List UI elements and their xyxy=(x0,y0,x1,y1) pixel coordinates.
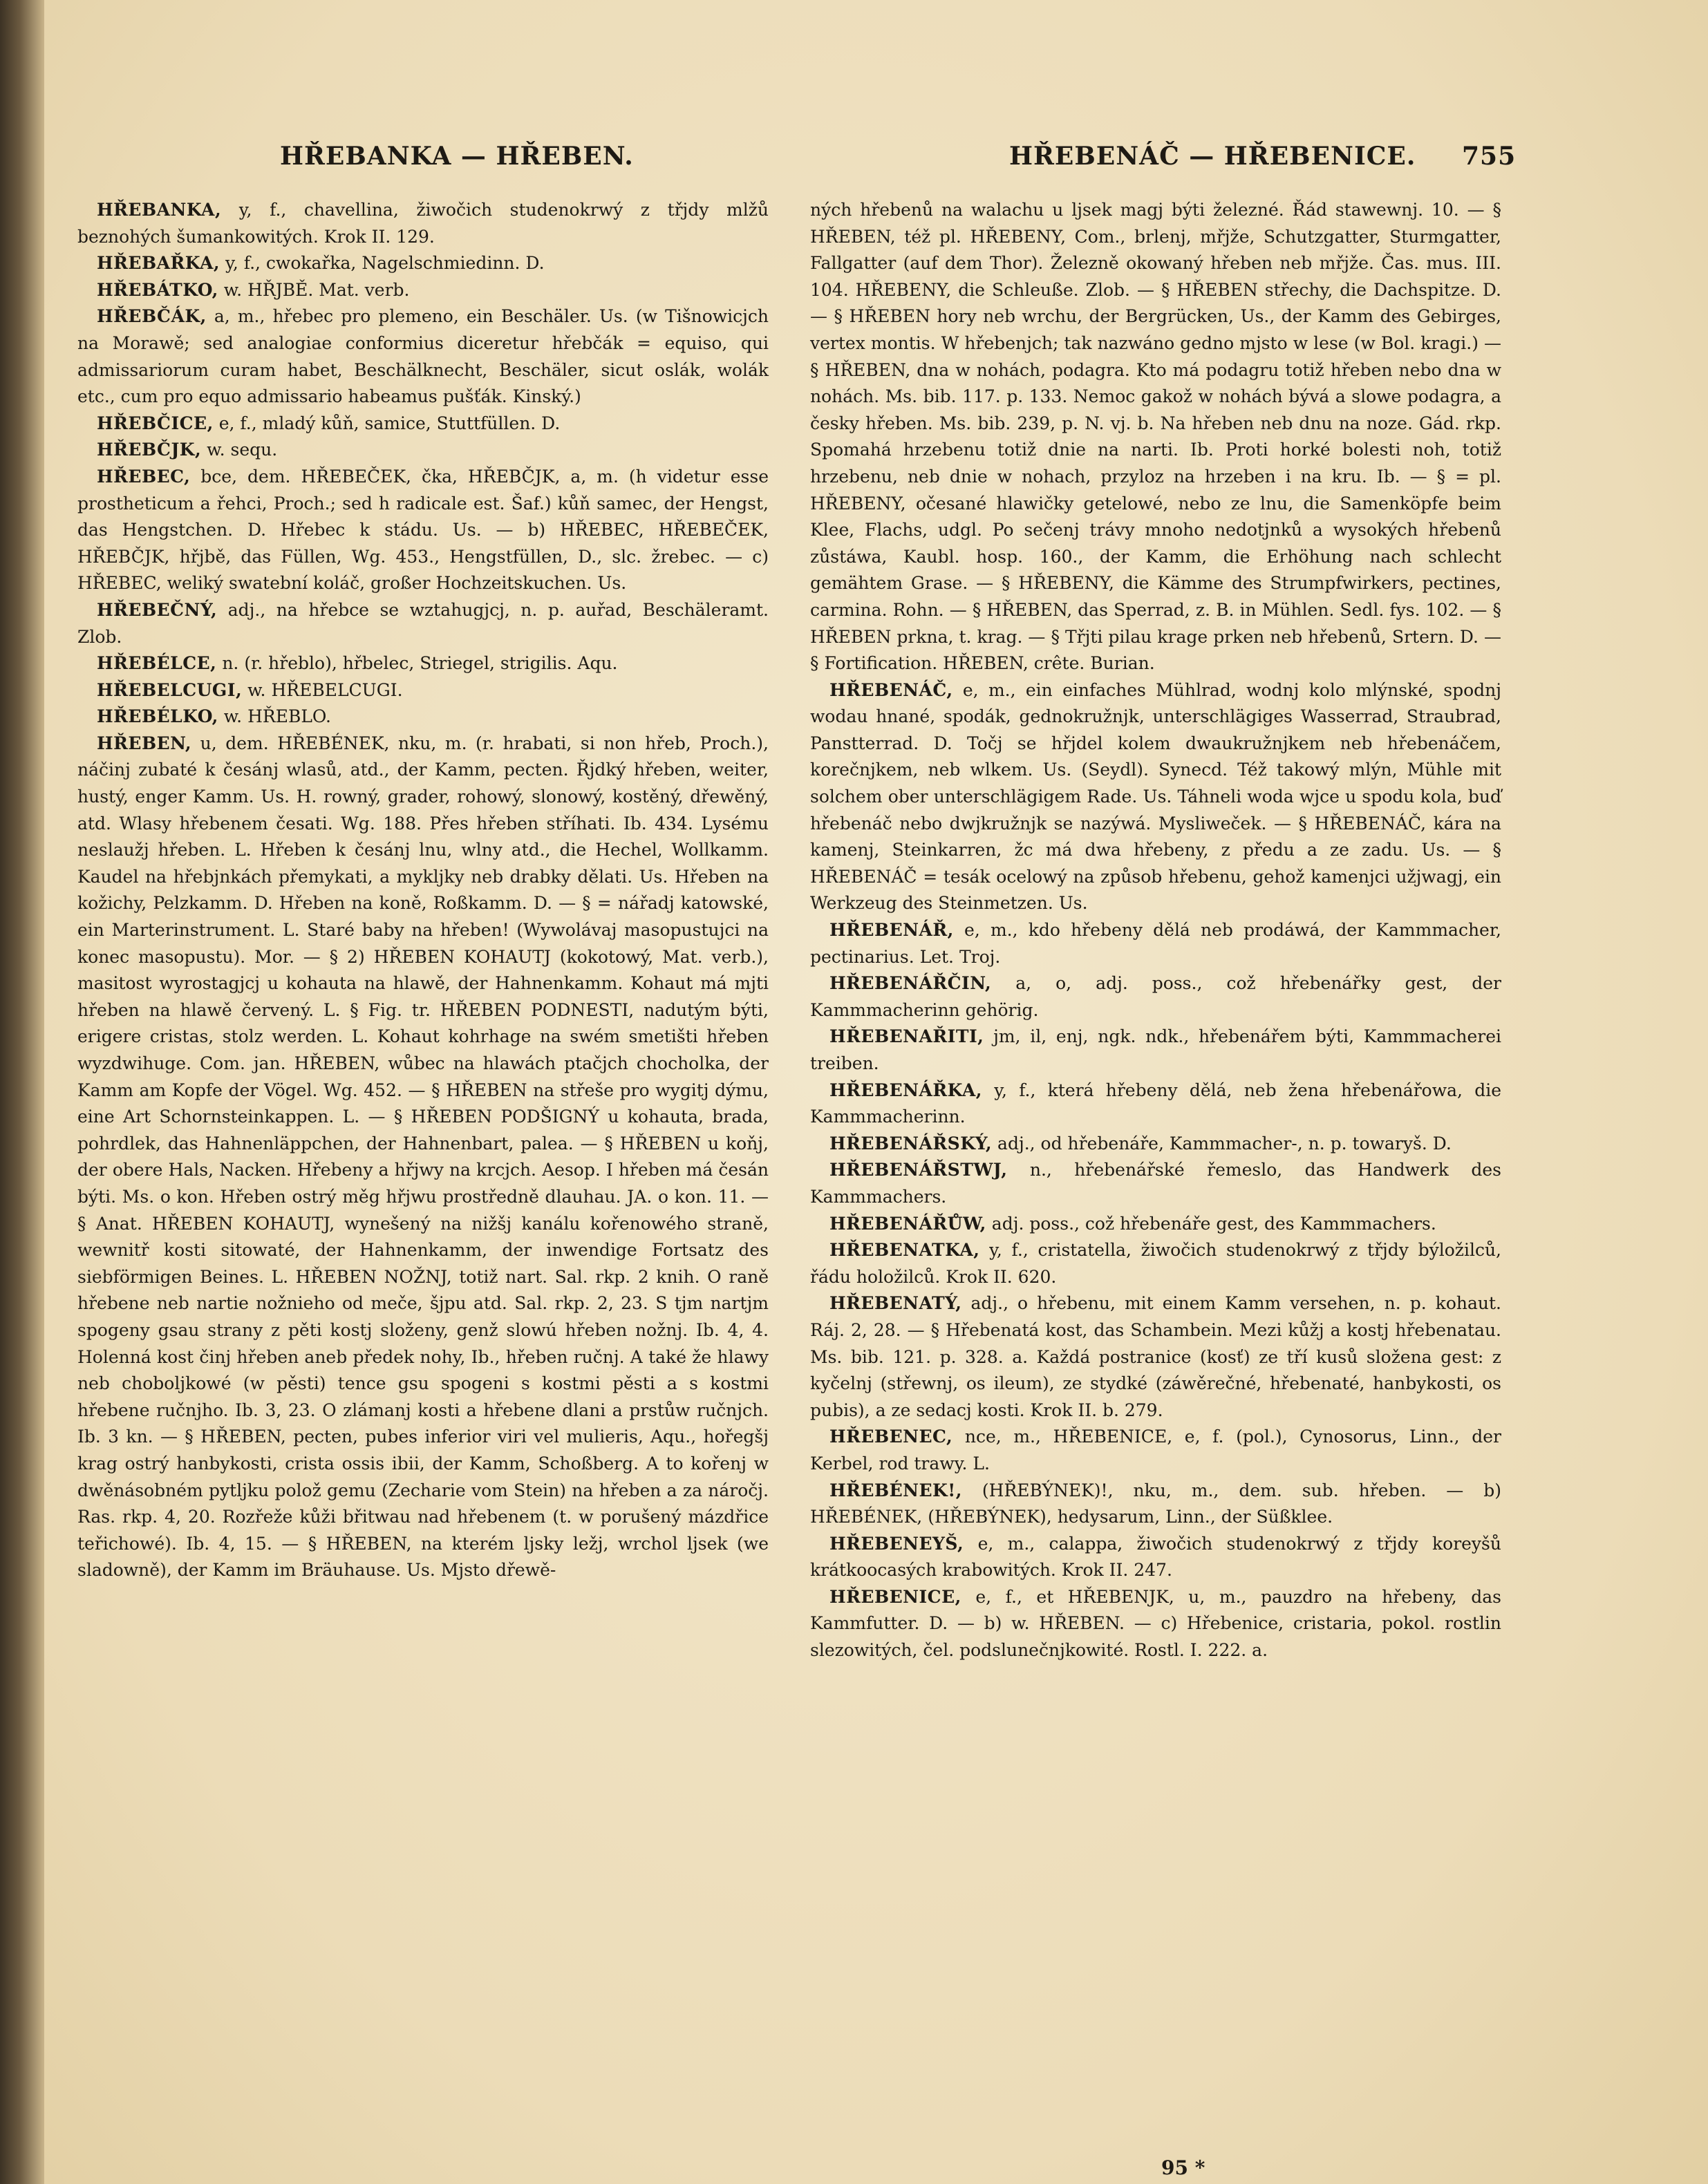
entry-headword: HŘEBENEYŠ, xyxy=(829,1533,964,1554)
entry-headword: HŘEBENÁČ, xyxy=(829,679,953,700)
dictionary-entry xyxy=(77,704,769,731)
left-column xyxy=(77,197,769,1584)
entry-headword: HŘEBENATÝ, xyxy=(829,1293,962,1314)
entry-definition: adj. poss., což hřebenáře gest, des Kammmachers. xyxy=(986,1213,1436,1234)
entry-headword: HŘEBENEC, xyxy=(829,1427,953,1447)
right-column xyxy=(810,197,1501,1664)
entry-headword: HŘEBENÁŘŮW, xyxy=(829,1213,986,1234)
dictionary-entry xyxy=(77,411,769,437)
dictionary-entry xyxy=(77,731,769,1584)
entry-definition: y, f., cristatella, žiwočich studenokrwý z třjdy býložilců, řádu holožilců. Krok II. 620. xyxy=(810,1240,1501,1287)
entry-definition: w. HŘEBLO. xyxy=(218,706,331,727)
entry-headword: HŘEBENÁŘČIN, xyxy=(829,973,992,994)
entry-headword: HŘEBČJK, xyxy=(97,440,202,460)
entry-headword: HŘEBENÁŘKA, xyxy=(829,1080,982,1100)
dictionary-entry xyxy=(810,1424,1501,1477)
dictionary-entry xyxy=(810,1211,1501,1238)
entry-definition: w. HŘJBĚ. Mat. verb. xyxy=(218,279,410,300)
entry-headword: HŘEBELCUGI, xyxy=(97,679,243,700)
dictionary-entry xyxy=(810,1478,1501,1531)
entry-headword: HŘEBENATKA, xyxy=(829,1240,980,1261)
dictionary-entry xyxy=(810,1584,1501,1664)
entry-headword: HŘEBÉLCE, xyxy=(97,653,217,674)
book-gutter xyxy=(0,0,44,2184)
entry-definition: ných hřebenů na walachu u ljsek magj býti železné. Řád stawewnj. 10. — § HŘEBEN, též pl. HŘEBENY, Com., brlenj, mřjže, Schutzgatter, Sturmgatter, Fallgatter (auf dem Thor). Železně okowaný hřeben neb mřjže. Čas. mus. III. 104. HŘEBENY, die Schleuße. Zlob. — § HŘEBEN střechy, die Dachspitze. D. — § HŘEBEN hory neb wrchu, der Bergrücken, Us., der Kamm des Gebirges, vertex montis. W hřebenjch; tak nazwáno gedno mjsto w lese (w Bol. kragi.) — § HŘEBEN, dna w nohách, podagra. Kto má podagru totiž hřeben nebo dna w nohách. Ms. bib. 117. p. 133. Nemoc gakož w nohách bývá a slowe podagra, a česky hřeben. Ms. bib. 239, p. N. vj. b. Na hřeben neb dnu na noze. Gád. rkp. Spomahá hrzebenu totiž dnie na narti. Ib. Proti horké bolesti noh, totiž hrzebenu, neb dnie w nohach, przyloz na hrzeben i na kru. Ib. — § = pl. HŘEBENY, očesané hlawičky getelowé, nebo ze lnu, die Samenköpfe beim Klee, Flachs, udgl. Po sečenj trávy mnoho nedotjnků a wysokých hřebenů zůstáwa, Kaubl. hosp. 160., der Kamm, die Erhöhung nach schlecht gemähtem Grase. — § HŘEBENY, die Kämme des Strumpfwirkers, pectines, carmina. Rohn. — § HŘEBEN, das Sperrad, z. B. in Mühlen. Sedl. fys. 102. — § HŘEBEN prkna, t. krag. — § Třjti pilau krage prken neb hřebenů, Srtern. D. — § Fortification. HŘEBEN, crête. Burian. xyxy=(810,200,1501,674)
entry-headword: HŘEBENÁŘSTWJ, xyxy=(829,1160,1008,1180)
entry-headword: HŘEBAŘKA, xyxy=(97,253,220,274)
entry-definition: a, m., hřebec pro plemeno, ein Beschäler. Us. (w Tišnowicjch na Morawě; sed analogiae conformius diceretur hřebčák = equiso, qui admissariorum curam habet, Beschälknecht, Beschäler, sicut oslák, wolák etc., cum pro equo admissario habeamus pušťák. Kinský.) xyxy=(77,306,769,407)
entry-headword: HŘEBEN, xyxy=(97,733,192,753)
entry-definition: y, f., cwokařka, Nagelschmiedinn. D. xyxy=(220,253,545,274)
entry-headword: HŘEBÉLKO, xyxy=(97,706,218,727)
dictionary-entry xyxy=(810,1024,1501,1077)
page-number: 755 xyxy=(1462,142,1517,171)
dictionary-entry xyxy=(810,197,1501,677)
entry-headword: HŘEBČICE, xyxy=(97,413,214,433)
dictionary-entry xyxy=(77,197,769,250)
dictionary-entry xyxy=(77,650,769,677)
entry-definition: e, m., ein einfaches Mühlrad, wodnj kolo mlýnské, spodnj wodau hnané, spodák, gednokružnjk, unterschlägiges Wasserrad, Straubrad, Panstterrad. D. Točj se hřjdel kolem dwaukružnjkem neb hřebenáčem, korečnjkem, neb wlkem. Us. (Seydl). Synecd. Též takowý mlýn, Mühle mit solchem ober unterschlägigem Rade. Us. Táhneli woda wjce u spodu kola, buď hřebenáč nebo dwjkružnjk se nazýwá. Mysliweček. — § HŘEBENÁČ, kára na kamenj, Steinkarren, žc má dwa hřebeny, z předu a ze zadu. Us. — § HŘEBENÁČ = tesák ocelowý na způsob hřebenu, gehož kamenjci užjwagj, ein Werkzeug des Steinmetzen. Us. xyxy=(810,679,1501,914)
dictionary-entry xyxy=(77,437,769,464)
entry-definition: a, o, adj. poss., což hřebenářky gest, der Kammmacherinn gehörig. xyxy=(810,973,1501,1020)
entry-definition: e, m., calappa, žiwočich studenokrwý z třjdy koreyšů krátkoocasých krabowitých. Krok II. 247. xyxy=(810,1533,1501,1581)
entry-headword: HŘEBENICE, xyxy=(829,1586,961,1607)
entry-definition: w. sequ. xyxy=(201,440,278,460)
entry-definition: adj., o hřebenu, mit einem Kamm versehen, n. p. kohaut. Ráj. 2, 28. — § Hřebenatá kost, das Schambein. Mezi kůžj a kostj hřebenatau. Ms. bib. 121. p. 328. a. Každá postranice (kosť) ze tří kusů složena gest: z kyčelnj (střewnj, os ileum), ze stydké (záwěrečné, hřebenaté, hanbykosti, os pubis), a ze sedacj kosti. Krok II. b. 279. xyxy=(810,1293,1501,1420)
dictionary-entry xyxy=(810,1531,1501,1584)
entry-definition: adj., na hřebce se wztahugjcj, n. p. auřad, Beschäleramt. Zlob. xyxy=(77,599,769,647)
entry-definition: e, f., mladý kůň, samice, Stuttfüllen. D. xyxy=(213,413,561,433)
dictionary-entry xyxy=(77,597,769,650)
entry-headword: HŘEBENAŘITI, xyxy=(829,1026,984,1047)
dictionary-entry xyxy=(810,677,1501,917)
entry-definition: (HŘEBÝNEK)!, nku, m., dem. sub. hřeben. — b) HŘEBÉNEK, (HŘEBÝNEK), hedysarum, Linn., der Süßklee. xyxy=(810,1480,1501,1527)
entry-headword: HŘEBENÁŘSKÝ, xyxy=(829,1133,993,1154)
entry-definition: n. (r. hřeblo), hřbelec, Striegel, strigilis. Aqu. xyxy=(216,653,618,674)
entry-definition: y, f., chavellina, žiwočich studenokrwý z třjdy mlžů beznohých šumankowitých. Krok II. 129. xyxy=(77,200,769,247)
dictionary-entry xyxy=(810,1290,1501,1424)
dictionary-entry xyxy=(77,250,769,277)
entry-definition: bce, dem. HŘEBEČEK, čka, HŘEBČJK, a, m. (h videtur esse prostheticum a řehci, Proch.; sed h radicale est. Šaf.) kůň samec, der Hengst, das Hengstchen. D. Hřebec k stádu. Us. — b) HŘEBEC, HŘEBEČEK, HŘEBČJK, hřjbě, das Füllen, Wg. 453., Hengstfüllen, D., slc. žrebec. — c) HŘEBEC, weliký swatební koláč, großer Hochzeitskuchen. Us. xyxy=(77,466,769,594)
entry-definition: n., hřebenářské řemeslo, das Handwerk des Kammmachers. xyxy=(810,1160,1501,1207)
running-head-left: HŘEBANKA — HŘEBEN. xyxy=(280,142,634,171)
entry-definition: y, f., která hřebeny dělá, neb žena hřebenářowa, die Kammmacherinn. xyxy=(810,1080,1501,1127)
entry-definition: w. HŘEBELCUGI. xyxy=(242,679,403,700)
entry-headword: HŘEBANKA, xyxy=(97,200,222,220)
entry-headword: HŘEBÉNEK!, xyxy=(829,1480,962,1500)
dictionary-entry xyxy=(810,970,1501,1024)
entry-definition: adj., od hřebenáře, Kammmacher-, n. p. towaryš. D. xyxy=(992,1133,1452,1154)
entry-definition: u, dem. HŘEBÉNEK, nku, m. (r. hrabati, si non hřeb, Proch.), náčinj zubaté k česánj wlasů, atd., der Kamm, pecten. Řjdký hřeben, weiter, hustý, enger Kamm. Us. H. rowný, grader, rohowý, slonowý, kostěný, dřewěný, atd. Wlasy hřebenem česati. Wg. 188. Přes hřeben stříhati. Ib. 434. Lysému neslaužj hřeben. L. Hřeben k česánj lnu, wlny atd., die Hechel, Wollkamm. Kaudel na hřebjnkách přemykati, a mykljky neb drabky dělati. Us. Hřeben na kožichy, Pelzkamm. D. Hřeben na koně, Roßkamm. D. — § = nářadj katowské, ein Marterinstrument. L. Staré baby na hřeben! (Wywolávaj masopustujci na konec masopustu). Mor. — § 2) HŘEBEN KOHAUTJ (kokotowý, Mat. verb.), masitost wyrostagjcj u kohauta na hlawě, der Hahnenkamm. Kohaut má mjti hřeben na hlawě červený. L. § Fig. tr. HŘEBEN PODNESTI, nadutým býti, erigere cristas, stolz werden. L. Kohaut kohrhage na swém smetišti hřeben wyzdwihuge. Com. jan. HŘEBEN, wůbec na hlawách ptačjch chocholka, der Kamm am Kopfe der Vögel. Wg. 452. — § HŘEBEN na střeše pro wygitj dýmu, eine Art Schornsteinkappen. L. — § HŘEBEN PODŠIGNÝ u kohauta, brada, pohrdlek, das Hahnenläppchen, der Hahnenbart, palea. — § HŘEBEN u koňj, der obere Hals, Nacken. Hřebeny a hřjwy na krcjch. Aesop. I hřeben má česán býti. Ms. o kon. Hřeben ostrý měg hřjwu prostředně dlauhau. JA. o kon. 11. — § Anat. HŘEBEN KOHAUTJ, wynešený na nižšj kanálu kořenowého straně, wewnitř kosti sitowaté, der Hahnenkamm, der inwendige Fortsatz des siebförmigen Beines. L. HŘEBEN NOŽNJ, totiž nart. Sal. rkp. 2 knih. O raně hřebene neb nartie nožnieho od meče, šjpu atd. Sal. rkp. 2, 23. S tjm nartjm spogeny gsau strany z pěti kostj složeny, genž slowú hřeben nožnj. Ib. 4, 4. Holenná kost činj hřeben aneb předek nohy, Ib., hřeben ručnj. A také že hlawy neb choboljkowé (w pěsti) tence gsu spogeni s kostmi pěsti a s kostmi hřebene ručnjho. Ib. 3, 23. O zlámanj kosti a hřebene dlani a prstůw ručnjch. Ib. 3 kn. — § HŘEBEN, pecten, pubes inferior viri vel mulieris, Aqu., hořegšj krag ostrý hanbykosti, crista ossis ibii, der Kamm, Schoßberg. A to kořenj w dwěnásobném pytljku polož gemu (Zecharie vom Stein) na hřeben a za náročj. Ras. rkp. 4, 20. Rozřeže kůži břitwau nad hřebenem (t. w porušený mázdřice teřichowé). Ib. 4, 15. — § HŘEBEN, na kterém ljsky ležj, wrchol ljsek (we sladowně), der Kamm im Bräuhause. Us. Mjsto dřewě- xyxy=(77,733,769,1581)
entry-definition: e, m., kdo hřebeny dělá neb prodáwá, der Kammmacher, pectinarius. Let. Troj. xyxy=(810,920,1501,967)
signature-mark: 95 * xyxy=(1161,2156,1205,2179)
entry-definition: jm, il, enj, ngk. ndk., hřebenářem býti, Kammmacherei treiben. xyxy=(810,1026,1501,1073)
entry-headword: HŘEBÁTKO, xyxy=(97,279,218,300)
dictionary-entry xyxy=(77,303,769,410)
entry-definition: e, f., et HŘEBENJK, u, m., pauzdro na hřebeny, das Kammfutter. D. — b) w. HŘEBEN. — c) Hřebenice, cristaria, pokol. rostlin slezowitých, čel. podslunečnjkowité. Rostl. I. 222. a. xyxy=(810,1586,1501,1661)
entry-definition: nce, m., HŘEBENICE, e, f. (pol.), Cynosorus, Linn., der Kerbel, rod trawy. L. xyxy=(810,1427,1501,1474)
entry-headword: HŘEBENÁŘ, xyxy=(829,920,954,941)
entry-headword: HŘEBČÁK, xyxy=(97,306,207,327)
entry-headword: HŘEBEČNÝ, xyxy=(97,599,218,620)
dictionary-entry xyxy=(77,677,769,704)
dictionary-entry xyxy=(810,917,1501,970)
running-head-right: HŘEBENÁČ — HŘEBENICE. xyxy=(1009,142,1416,171)
dictionary-entry xyxy=(810,1131,1501,1158)
entry-headword: HŘEBEC, xyxy=(97,466,191,487)
dictionary-entry xyxy=(77,277,769,304)
dictionary-entry xyxy=(810,1157,1501,1210)
dictionary-entry xyxy=(77,464,769,597)
dictionary-entry xyxy=(810,1237,1501,1290)
dictionary-entry xyxy=(810,1077,1501,1131)
